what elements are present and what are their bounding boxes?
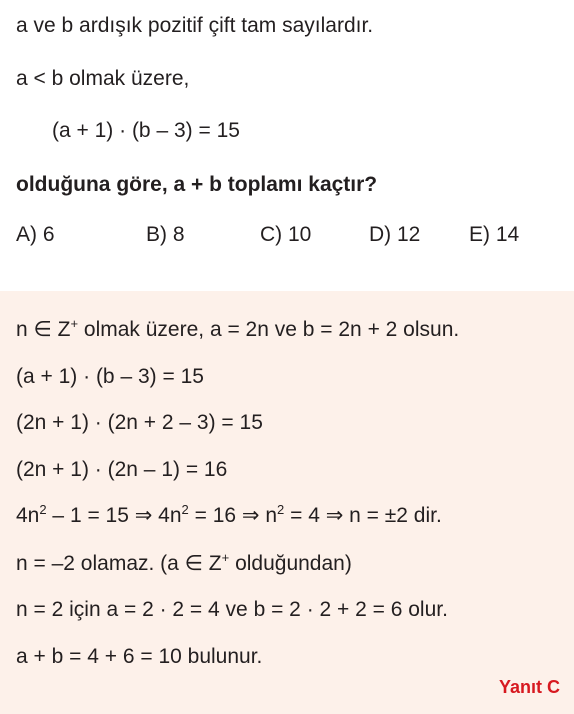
superscript: 2 [39, 502, 47, 517]
solution-line-3: (2n + 1) · (2n + 2 – 3) = 15 [16, 411, 263, 434]
question-prompt: olduğuna göre, a + b toplamı kaçtır? [16, 173, 378, 196]
solution-line-1 [16, 316, 460, 341]
solution-text: olduğundan) [229, 552, 352, 575]
superscript: 2 [181, 502, 189, 517]
superscript: + [70, 316, 79, 331]
option-e[interactable]: E) 14 [469, 223, 520, 246]
answer-label: Yanıt C [498, 677, 560, 697]
solution-line-2: (a + 1) · (b – 3) = 15 [16, 365, 204, 388]
solution-text: = 16 ⇒ n [188, 504, 278, 527]
option-a[interactable]: A) 6 [16, 223, 55, 246]
solution-section [0, 291, 574, 714]
solution-line-6 [16, 550, 352, 575]
question-equation: (a + 1) · (b – 3) = 15 [52, 119, 240, 142]
option-d[interactable]: D) 12 [369, 223, 421, 246]
question-section [0, 0, 574, 288]
solution-line-5 [16, 502, 442, 527]
solution-text: = 4 ⇒ n = ±2 dir. [284, 504, 442, 527]
solution-line-8: a + b = 4 + 6 = 10 bulunur. [16, 645, 263, 668]
solution-text: n ∈ Z [16, 318, 71, 341]
solution-text: olmak üzere, a = 2n ve b = 2n + 2 olsun. [78, 318, 460, 341]
question-line-1: a ve b ardışık pozitif çift tam sayılardır. [16, 14, 374, 37]
option-c[interactable]: C) 10 [260, 223, 312, 246]
solution-text: n = –2 olamaz. (a ∈ Z [16, 552, 222, 575]
solution-text: – 1 = 15 ⇒ 4n [46, 504, 182, 527]
solution-line-7: n = 2 için a = 2 · 2 = 4 ve b = 2 · 2 + 2 = 6 olur. [16, 598, 448, 621]
solution-text: 4n [16, 504, 40, 527]
superscript: + [221, 550, 230, 565]
option-b[interactable]: B) 8 [146, 223, 185, 246]
question-line-2: a < b olmak üzere, [16, 67, 190, 90]
superscript: 2 [277, 502, 285, 517]
solution-line-4: (2n + 1) · (2n – 1) = 16 [16, 458, 228, 481]
